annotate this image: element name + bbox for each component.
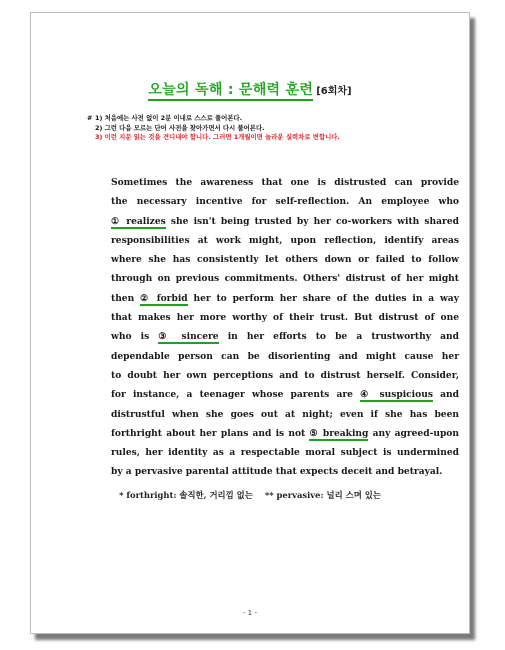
title-block <box>31 79 469 99</box>
passage-line: forthright about her plans and is not ⑤ breaking any agreed-upon <box>111 427 459 439</box>
passage-line: Sometimes the awareness that one is distrusted can provide <box>111 177 459 188</box>
instruction-item-3: 3) 이런 지문 읽는 것을 견디내야 합니다. 그러면 1개월이면 놀라운 실력차로 변합니다. <box>95 133 340 142</box>
passage-line: by a pervasive parental attitude that expects deceit and betrayal. <box>111 466 443 478</box>
session-label: [6회차] <box>316 86 352 97</box>
glossary-item-forthright: * forthright: 솔직한, 거리낌 없는 <box>119 490 253 500</box>
passage-line: the necessary incentive for self-reflection. An employee who <box>111 196 459 208</box>
passage-line: where she has consistently let others down or failed to follow <box>111 254 459 266</box>
passage-line: that makes her more worthy of their trust. But distrust of one <box>111 312 459 324</box>
underlined-choice-2: ② forbid <box>140 292 188 304</box>
instructions <box>87 114 340 143</box>
document-page <box>30 12 470 634</box>
passage-line: through on previous commitments. Others' distrust of her might <box>111 273 459 285</box>
passage-line: responsibilities at work might, upon reflection, identify areas <box>111 234 459 246</box>
passage-line: who is ③ sincere in her efforts to be a trustworthy and <box>111 331 459 343</box>
glossary <box>31 489 469 501</box>
passage-line: distrustful when she goes out at night; even if she has been <box>111 408 459 420</box>
passage-line: dependable person can be disorienting and might cause her <box>111 350 459 362</box>
page-number: - 1 - <box>243 609 257 617</box>
passage-line: to doubt her own perceptions and to distrust herself. Consider, <box>111 369 459 381</box>
underlined-choice-5: ⑤ breaking <box>309 427 369 439</box>
underlined-choice-4: ④ suspicious <box>360 389 433 401</box>
instruction-item-2: 2) 그런 다음 모르는 단어 사전을 찾아가면서 다시 풀어본다. <box>95 123 265 132</box>
glossary-item-pervasive: ** pervasive: 널리 스며 있는 <box>264 490 381 500</box>
instruction-marker: # <box>87 114 93 122</box>
passage-line: then ② forbid her to perform her share of the duties in a way <box>111 292 459 304</box>
passage-line: rules, her identity as a respectable moral subject is undermined <box>111 447 459 459</box>
underlined-choice-1: ① realizes <box>111 215 166 227</box>
page-title: 오늘의 독해 : 문해력 훈련 <box>148 82 313 101</box>
underlined-choice-3: ③ sincere <box>158 331 219 343</box>
passage-line: ① realizes she isn't being trusted by her co-workers with shared <box>111 215 459 227</box>
reading-passage <box>111 173 459 482</box>
instruction-item-1: # 1) 처음에는 사전 없이 2분 이내로 스스로 풀어본다. <box>87 114 243 122</box>
passage-line: for instance, a teenager whose parents are ④ suspicious and <box>111 389 459 401</box>
